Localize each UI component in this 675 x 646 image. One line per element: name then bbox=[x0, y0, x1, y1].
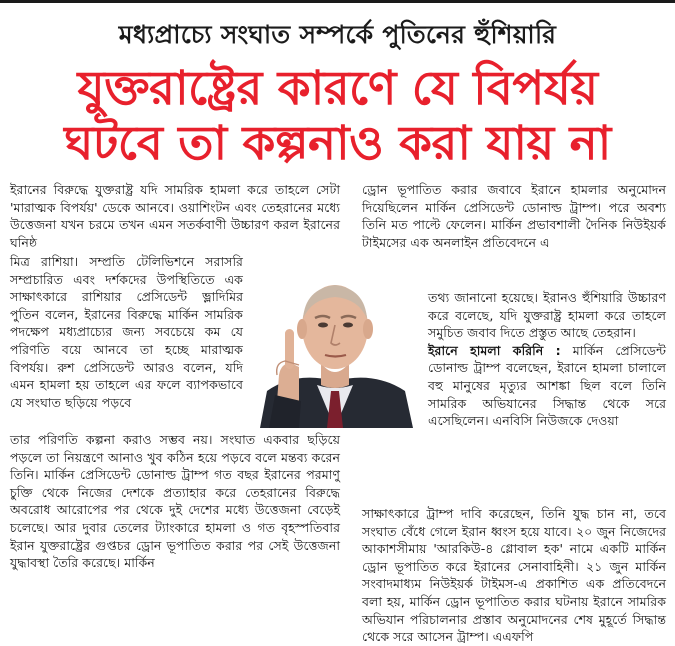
right-column-wrapped bbox=[428, 289, 666, 430]
body-paragraph: ইরানের বিরুদ্ধে যুক্তরাষ্ট্র যদি সামরিক হামলা করে তাহলে সেটা 'মারাত্মক বিপর্যয়' ডেকে আনবে। ওয়াশিংটন এবং তেহরানের মধ্যে উত্তেজনা যখন চরমে তখন এমন সতর্কবাণী উচ্চারণ করল ইরানের ঘনিষ্ঠ bbox=[10, 182, 340, 250]
body-paragraph: সাক্ষাৎকারে ট্রাম্প দাবি করেছেন, তিনি যুদ্ধ চান না, তবে সংঘাত বেঁধে গেলে ইরান ধ্বংস হয়ে যাবে। ২০ জুন নিজেদের আকাশসীমায় 'আরকিউ-৪ গ্লোবাল হক' নামে একটি মার্কিন ড্রোন ভূপাতিত করে ইরানের সেনাবাহিনী। ২১ জুন মার্কিন সংবাদমাধ্যম নিউইয়র্ক টাইমস-এ প্রকাশিত এক প্রতিবেদনে বলা হয়, মার্কিন ড্রোন ভূপাতিত করার ঘটনায় ইরানে সামরিক অভিযান পরিচালনার প্রস্তাব অনুমোদনের শেষ মুহূর্তে সিদ্ধান্ত থেকে সরে আসেন ট্রাম্প। এএফপি bbox=[362, 506, 666, 645]
portrait-illustration bbox=[255, 263, 415, 428]
body-paragraph: তথ্য জানানো হয়েছে। ইরানও হুঁশিয়ারি উচ্চারণ করে বলেছে, যদি যুক্তরাষ্ট্র হামলা করে তাহলে সমুচিত জবাব দিতে প্রস্তুত আছে তেহরান। bbox=[428, 290, 666, 341]
subsection-text: মার্কিন প্রেসিডেন্ট ডোনাল্ড ট্রাম্প বলেছেন, ইরানে হামলা চালালে বহু মানুষের মৃত্যুর আশঙ্কা ছিল বলে তিনি সামরিক অভিযানের সিদ্ধান্ত থেকে সরে এসেছিলেন। এনবিসি নিউজকে দেওয়া bbox=[428, 342, 666, 429]
left-column-wrapped bbox=[10, 253, 243, 411]
left-column-continued bbox=[10, 431, 340, 572]
body-paragraph: ড্রোন ভূপাতিত করার জবাবে ইরানে হামলার অনুমোদন দিয়েছিলেন মার্কিন প্রেসিডেন্ট ডোনাল্ড ট্রাম্প। পরে অবশ্য তিনি মত পাল্টে ফেলেন। মার্কিন প্রভাবশালী দৈনিক নিউইয়র্ক টাইমসের এক অনলাইন প্রতিবেদনে এ bbox=[362, 182, 666, 250]
body-paragraph: মিত্র রাশিয়া। সম্প্রতি টেলিভিশনে সরাসরি সম্প্রচারিত এবং দর্শকদের উপস্থিতিতে এক সাক্ষাৎকারে রাশিয়ার প্রেসিডেন্ট ভ্লাদিমির পুতিন বলেন, ইরানের বিরুদ্ধে মার্কিন সামরিক পদক্ষেপ মধ্যপ্রাচ্যের জন্য সবচেয়ে কম যে পরিণতি বয়ে আনবে তা হচ্ছে মারাত্মক বিপর্যয়। রুশ প্রেসিডেন্ট আরও বলেন, যদি এমন হামলা হয় তাহলে এর ফলে ব্যাপকভাবে যে সংঘাত ছড়িয়ে পড়বে bbox=[10, 254, 243, 410]
main-headline-line-1: যুক্তরাষ্ট্রের কারণে যে বিপর্যয় bbox=[77, 61, 598, 116]
putin-photo bbox=[255, 263, 415, 428]
right-column-closing bbox=[362, 505, 666, 646]
subsection-paragraph bbox=[428, 342, 666, 430]
left-column-intro bbox=[10, 181, 340, 251]
body-paragraph: তার পরিণতি কল্পনা করাও সম্ভব নয়। সংঘাত একবার ছড়িয়ে পড়লে তা নিয়ন্ত্রণে আনাও খুব কঠিন হয়ে পড়বে বলে মন্তব্য করেন তিনি। মার্কিন প্রেসিডেন্ট ডোনাল্ড ট্রাম্প গত বছর ইরানের পরমাণু চুক্তি থেকে নিজের দেশকে প্রত্যাহার করে তেহরানের বিরুদ্ধে অবরোধ আরোপের পর থেকে দুই দেশের মধ্যে উত্তেজনা বেড়েই চলেছে। আর দুবার তেলের ট্যাংকারে হামলা ও গত বৃহস্পতিবার ইরান যুক্তরাষ্ট্রের গুপ্তচর ড্রোন ভূপাতিত করার পর সেই উত্তেজনা যুদ্ধাবস্থা তৈরি করেছে। মার্কিন bbox=[10, 432, 340, 571]
subsection-heading: ইরানে হামলা করিনি : bbox=[428, 342, 561, 358]
top-rule bbox=[0, 0, 675, 3]
right-column-intro bbox=[362, 181, 666, 251]
main-headline-line-2: ঘটবে তা কল্পনাও করা যায় না bbox=[64, 116, 611, 171]
kicker-headline: মধ্যপ্রাচ্যে সংঘাত সম্পর্কে পুতিনের হুঁশিয়ারি bbox=[118, 20, 557, 49]
